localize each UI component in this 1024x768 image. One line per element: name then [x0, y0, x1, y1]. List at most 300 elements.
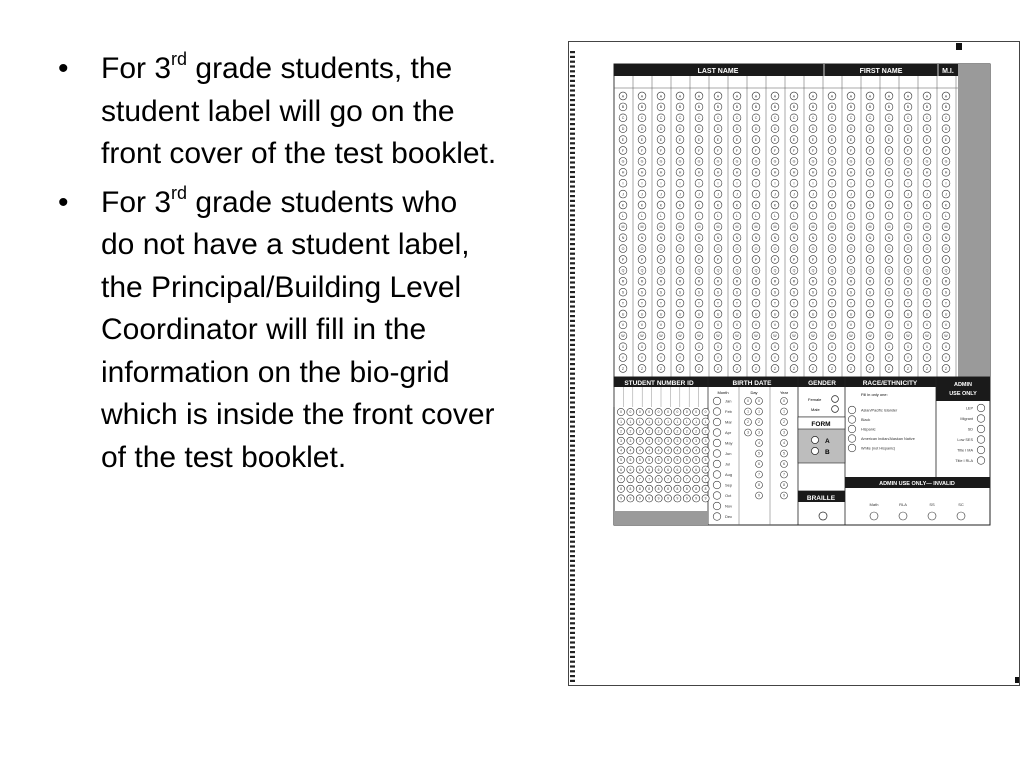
- bubble-letter: Q: [659, 268, 663, 273]
- last-name-header: LAST NAME: [697, 68, 739, 75]
- binding-mark: [570, 641, 575, 643]
- bubble-letter: G: [697, 159, 701, 164]
- bubble-letter: U: [640, 312, 644, 317]
- bubble-letter: Y: [640, 355, 644, 360]
- bubble-letter: F: [659, 148, 663, 153]
- bubble-letter: P: [621, 257, 625, 262]
- race-ethnicity-header: RACE/ETHNICITY: [862, 380, 918, 387]
- bubble-letter: 3: [758, 430, 760, 435]
- bubble-letter: 6: [758, 462, 760, 467]
- bullet-1-text-start: For 3: [101, 52, 172, 85]
- bubble-letter: 0: [747, 399, 749, 404]
- month-label: Apr: [725, 430, 732, 435]
- bubble-letter: K: [887, 203, 891, 208]
- first-name-header: FIRST NAME: [859, 68, 903, 75]
- binding-mark: [570, 521, 575, 523]
- binding-mark: [570, 555, 575, 557]
- bubble-letter: K: [944, 203, 948, 208]
- bubble-letter: W: [830, 334, 834, 339]
- bubble-letter: 8: [685, 486, 688, 491]
- bubble-letter: Q: [678, 268, 682, 273]
- bubble-letter: R: [735, 279, 739, 284]
- bubble-letter: X: [754, 344, 758, 349]
- bubble-letter: B: [659, 105, 663, 110]
- bubble-letter: V: [621, 323, 625, 328]
- bubble-letter: X: [887, 344, 891, 349]
- bubble-letter: 4: [783, 441, 785, 446]
- bubble-letter: Z: [868, 366, 872, 371]
- admin-bubble: [977, 425, 985, 433]
- binding-mark: [570, 473, 575, 475]
- bubble-letter: Q: [716, 268, 720, 273]
- bubble-letter: F: [697, 148, 701, 153]
- bubble-letter: D: [849, 126, 853, 131]
- bubble-letter: O: [792, 246, 796, 251]
- bubble-letter: 9: [695, 496, 698, 501]
- braille-bubble: [819, 512, 827, 520]
- bubble-letter: 8: [657, 486, 660, 491]
- binding-mark: [570, 281, 575, 283]
- bubble-letter: X: [640, 344, 644, 349]
- bubble-letter: T: [944, 301, 948, 306]
- bubble-letter: E: [716, 137, 720, 142]
- bubble-letter: E: [678, 137, 682, 142]
- month-bubble: [713, 439, 721, 447]
- race-option-label: American Indian/Alaskan Native: [861, 437, 915, 441]
- bubble-letter: S: [811, 290, 815, 295]
- month-bubble: [713, 481, 721, 489]
- bubble-letter: G: [849, 159, 853, 164]
- bubble-letter: H: [621, 170, 625, 175]
- bubble-letter: 9: [629, 496, 632, 501]
- bubble-letter: I: [926, 181, 928, 186]
- bubble-letter: Q: [944, 268, 948, 273]
- bubble-letter: O: [830, 246, 834, 251]
- bubble-letter: V: [640, 323, 644, 328]
- bubble-letter: S: [925, 290, 929, 295]
- bubble-letter: H: [925, 170, 929, 175]
- bubble-letter: X: [925, 344, 929, 349]
- bubble-letter: I: [736, 181, 738, 186]
- bubble-letter: Z: [678, 366, 682, 371]
- bubble-letter: 2: [747, 420, 749, 425]
- bubble-letter: 4: [657, 448, 660, 453]
- month-bubble: [713, 418, 721, 426]
- bubble-letter: B: [697, 105, 701, 110]
- bubble-letter: 6: [620, 467, 622, 472]
- bubble-letter: F: [944, 148, 948, 153]
- bubble-letter: E: [735, 137, 739, 142]
- bubble-letter: K: [640, 203, 644, 208]
- binding-mark: [570, 161, 575, 163]
- bubble-letter: R: [678, 279, 682, 284]
- bubble-letter: O: [754, 246, 758, 251]
- bubble-letter: 9: [657, 496, 660, 501]
- bubble-letter: 2: [704, 429, 707, 434]
- bubble-letter: 6: [629, 467, 632, 472]
- bubble-letter: 9: [676, 496, 679, 501]
- bubble-letter: N: [659, 235, 663, 240]
- bubble-letter: Q: [811, 268, 815, 273]
- bubble-letter: V: [659, 323, 663, 328]
- bubble-letter: N: [754, 235, 758, 240]
- binding-mark: [570, 229, 575, 231]
- bubble-letter: W: [792, 334, 796, 339]
- bubble-letter: 5: [648, 458, 651, 463]
- bubble-letter: Z: [716, 366, 720, 371]
- bubble-letter: L: [831, 214, 833, 219]
- binding-mark: [570, 195, 575, 197]
- student-number-header: STUDENT NUMBER ID: [624, 380, 694, 387]
- bubble-letter: Y: [906, 355, 910, 360]
- bubble-letter: X: [716, 344, 720, 349]
- bubble-letter: W: [849, 334, 853, 339]
- bubble-letter: Y: [792, 355, 796, 360]
- form-option-a: A: [825, 438, 830, 445]
- bullet-1-ordinal-suffix: rd: [171, 49, 188, 69]
- timing-mark-corner: [1015, 677, 1019, 683]
- bubble-letter: G: [811, 159, 815, 164]
- bubble-letter: A: [678, 94, 682, 99]
- binding-mark: [570, 574, 575, 576]
- bubble-letter: G: [754, 159, 758, 164]
- bubble-letter: H: [906, 170, 910, 175]
- binding-mark: [570, 430, 575, 432]
- bubble-letter: Y: [868, 355, 872, 360]
- bubble-letter: 1: [676, 419, 679, 424]
- month-bubble: [713, 502, 721, 510]
- binding-mark: [570, 61, 575, 63]
- bubble-letter: X: [773, 344, 777, 349]
- bubble-letter: B: [735, 105, 739, 110]
- bubble-letter: 1: [704, 419, 707, 424]
- bubble-letter: G: [830, 159, 834, 164]
- bubble-letter: M: [678, 225, 682, 230]
- bubble-letter: H: [678, 170, 682, 175]
- bubble-letter: D: [716, 126, 720, 131]
- name-header-bar: [614, 64, 958, 76]
- binding-mark: [570, 449, 575, 451]
- bubble-letter: J: [698, 192, 700, 197]
- bubble-letter: Y: [735, 355, 739, 360]
- bubble-letter: C: [830, 116, 834, 121]
- bubble-letter: Q: [792, 268, 796, 273]
- month-label: Aug: [725, 472, 733, 477]
- binding-mark: [570, 497, 575, 499]
- bubble-letter: D: [792, 126, 796, 131]
- bullet-1-text-rest: grade students, the student label will go on the front cover of the test booklet.: [101, 52, 497, 170]
- bubble-letter: 7: [657, 477, 660, 482]
- bubble-letter: 7: [783, 472, 785, 477]
- admin-option-label: Title I MA: [957, 448, 973, 453]
- bubble-letter: T: [887, 301, 891, 306]
- race-option-label: Asian/Pacific Islander: [861, 408, 898, 413]
- bubble-letter: M: [754, 225, 758, 230]
- bubble-letter: X: [868, 344, 872, 349]
- bubble-letter: I: [907, 181, 909, 186]
- bubble-letter: A: [792, 94, 796, 99]
- bubble-letter: D: [773, 126, 777, 131]
- bubble-letter: Y: [849, 355, 853, 360]
- bubble-letter: I: [888, 181, 890, 186]
- month-bubble: [713, 408, 721, 416]
- bubble-letter: U: [868, 312, 872, 317]
- bubble-letter: V: [716, 323, 720, 328]
- bubble-letter: X: [906, 344, 910, 349]
- bubble-letter: 5: [685, 458, 688, 463]
- bubble-letter: P: [773, 257, 777, 262]
- bubble-letter: 6: [667, 467, 669, 472]
- bubble-letter: 2: [758, 420, 760, 425]
- bubble-letter: 0: [657, 410, 660, 415]
- race-instruction: Fill in only one:: [861, 392, 888, 397]
- binding-mark: [570, 200, 575, 202]
- bubble-letter: 9: [620, 496, 622, 501]
- bubble-letter: E: [754, 137, 758, 142]
- bubble-letter: L: [660, 214, 662, 219]
- bubble-letter: L: [698, 214, 700, 219]
- bubble-letter: M: [868, 225, 872, 230]
- bubble-letter: L: [850, 214, 852, 219]
- month-bubble: [713, 471, 721, 479]
- binding-mark: [570, 344, 575, 346]
- bubble-letter: Y: [944, 355, 948, 360]
- bubble-letter: D: [887, 126, 891, 131]
- bubble-letter: T: [621, 301, 625, 306]
- binding-mark: [570, 517, 575, 519]
- binding-mark: [570, 411, 575, 413]
- bubble-letter: C: [887, 116, 891, 121]
- bubble-letter: B: [868, 105, 872, 110]
- bubble-letter: B: [811, 105, 815, 110]
- race-bubble: [848, 416, 856, 424]
- bubble-letter: 2: [657, 429, 660, 434]
- bubble-letter: I: [869, 181, 871, 186]
- bubble-letter: 4: [638, 448, 641, 453]
- bubble-letter: 0: [629, 410, 632, 415]
- bubble-letter: U: [830, 312, 834, 317]
- bubble-letter: C: [678, 116, 682, 121]
- race-bubble: [848, 435, 856, 443]
- bubble-letter: J: [736, 192, 738, 197]
- bubble-letter: W: [868, 334, 872, 339]
- bubble-letter: 4: [648, 448, 651, 453]
- bubble-letter: K: [906, 203, 910, 208]
- bubble-letter: K: [621, 203, 625, 208]
- binding-mark: [570, 109, 575, 111]
- month-bubble: [713, 513, 721, 521]
- bubble-letter: Y: [887, 355, 891, 360]
- binding-mark: [570, 425, 575, 427]
- bubble-letter: N: [716, 235, 720, 240]
- bubble-letter: Z: [640, 366, 644, 371]
- gender-female-label: Female: [808, 397, 822, 402]
- bubble-letter: U: [735, 312, 739, 317]
- bubble-letter: L: [717, 214, 719, 219]
- bubble-letter: M: [944, 225, 948, 230]
- bubble-letter: Y: [659, 355, 663, 360]
- admin-option-label: Migrant: [960, 417, 973, 421]
- bubble-letter: S: [621, 290, 625, 295]
- bubble-letter: R: [697, 279, 701, 284]
- bubble-letter: L: [888, 214, 890, 219]
- binding-mark: [570, 142, 575, 144]
- bubble-letter: Y: [697, 355, 701, 360]
- bubble-letter: 7: [629, 477, 632, 482]
- bubble-letter: 7: [648, 477, 651, 482]
- bubble-letter: 0: [758, 399, 760, 404]
- bubble-letter: 9: [685, 496, 688, 501]
- form-header: FORM: [811, 421, 831, 428]
- binding-mark: [570, 118, 575, 120]
- binding-mark: [570, 305, 575, 307]
- bubble-letter: Y: [830, 355, 834, 360]
- bubble-letter: V: [925, 323, 929, 328]
- bubble-letter: Z: [621, 366, 625, 371]
- bullet-marker: •: [58, 52, 69, 85]
- bubble-letter: A: [735, 94, 739, 99]
- bubble-letter: 5: [638, 458, 641, 463]
- invalid-subject-label: RLA: [899, 502, 907, 507]
- bubble-letter: P: [659, 257, 663, 262]
- bubble-letter: P: [678, 257, 682, 262]
- bubble-letter: 7: [620, 477, 622, 482]
- bubble-letter: H: [716, 170, 720, 175]
- bubble-letter: M: [735, 225, 739, 230]
- binding-mark: [570, 80, 575, 82]
- bubble-letter: C: [925, 116, 929, 121]
- bubble-letter: Z: [906, 366, 910, 371]
- bubble-letter: 3: [685, 438, 688, 443]
- bubble-letter: J: [850, 192, 852, 197]
- bubble-letter: 5: [676, 458, 679, 463]
- bubble-letter: Y: [678, 355, 682, 360]
- bubble-letter: R: [773, 279, 777, 284]
- binding-mark: [570, 589, 575, 591]
- bubble-letter: G: [906, 159, 910, 164]
- bubble-letter: 0: [638, 410, 641, 415]
- bubble-letter: U: [678, 312, 682, 317]
- invalid-subject-label: SS: [929, 502, 935, 507]
- bubble-letter: B: [849, 105, 853, 110]
- bubble-letter: H: [830, 170, 834, 175]
- bubble-letter: A: [659, 94, 663, 99]
- bubble-letter: Q: [849, 268, 853, 273]
- bubble-letter: 3: [629, 438, 632, 443]
- binding-mark: [570, 507, 575, 509]
- bubble-letter: W: [811, 334, 815, 339]
- bubble-letter: 3: [695, 438, 698, 443]
- binding-mark: [570, 113, 575, 115]
- bubble-letter: G: [640, 159, 644, 164]
- binding-mark: [570, 85, 575, 87]
- binding-mark: [570, 358, 575, 360]
- bubble-letter: N: [735, 235, 739, 240]
- admin-use-header-line1: ADMIN: [953, 382, 973, 388]
- bubble-letter: U: [621, 312, 625, 317]
- bubble-letter: N: [773, 235, 777, 240]
- binding-mark: [570, 579, 575, 581]
- bubble-letter: T: [735, 301, 739, 306]
- binding-mark: [570, 363, 575, 365]
- bubble-letter: U: [659, 312, 663, 317]
- bubble-letter: A: [887, 94, 891, 99]
- bubble-letter: U: [849, 312, 853, 317]
- bullet-item-1: [58, 48, 498, 176]
- bubble-letter: A: [849, 94, 853, 99]
- bubble-letter: E: [792, 137, 796, 142]
- bubble-letter: A: [621, 94, 625, 99]
- bubble-letter: W: [773, 334, 777, 339]
- bubble-letter: S: [944, 290, 948, 295]
- bubble-letter: V: [697, 323, 701, 328]
- binding-mark: [570, 397, 575, 399]
- bubble-letter: 6: [676, 467, 679, 472]
- month-label: Jan: [725, 398, 732, 404]
- bubble-letter: U: [792, 312, 796, 317]
- bubble-letter: 9: [648, 496, 651, 501]
- bubble-letter: H: [735, 170, 739, 175]
- bubble-letter: T: [830, 301, 834, 306]
- bubble-letter: V: [830, 323, 834, 328]
- bubble-letter: T: [792, 301, 796, 306]
- bubble-letter: H: [887, 170, 891, 175]
- bubble-letter: 9: [758, 493, 760, 498]
- bubble-letter: D: [925, 126, 929, 131]
- bubble-letter: 8: [704, 486, 707, 491]
- timing-mark: [956, 43, 962, 50]
- binding-mark: [570, 65, 575, 67]
- binding-mark: [570, 670, 575, 672]
- bubble-letter: L: [641, 214, 643, 219]
- month-label: Feb: [725, 409, 732, 414]
- bubble-letter: 0: [620, 410, 622, 415]
- bubble-letter: P: [830, 257, 834, 262]
- bubble-letter: L: [945, 214, 947, 219]
- bubble-letter: P: [640, 257, 644, 262]
- bubble-letter: K: [849, 203, 853, 208]
- bubble-letter: 4: [685, 448, 688, 453]
- bubble-letter: Z: [697, 366, 701, 371]
- bubble-letter: X: [792, 344, 796, 349]
- bubble-letter: I: [698, 181, 700, 186]
- bubble-letter: X: [659, 344, 663, 349]
- bubble-letter: 5: [620, 458, 622, 463]
- bubble-letter: N: [868, 235, 872, 240]
- bubble-letter: N: [621, 235, 625, 240]
- bubble-letter: K: [792, 203, 796, 208]
- bubble-letter: T: [640, 301, 644, 306]
- binding-mark: [570, 224, 575, 226]
- bubble-letter: T: [678, 301, 682, 306]
- bubble-letter: 7: [676, 477, 679, 482]
- month-label: Nov: [725, 503, 733, 509]
- bubble-letter: T: [773, 301, 777, 306]
- bubble-letter: S: [640, 290, 644, 295]
- bubble-letter: K: [868, 203, 872, 208]
- binding-mark: [570, 541, 575, 543]
- bubble-letter: 1: [648, 419, 651, 424]
- binding-mark: [570, 205, 575, 207]
- bubble-letter: Q: [640, 268, 644, 273]
- bubble-letter: 8: [638, 486, 641, 491]
- binding-mark: [570, 440, 575, 442]
- bubble-letter: L: [774, 214, 776, 219]
- bubble-letter: D: [640, 126, 644, 131]
- bubble-letter: 4: [629, 448, 632, 453]
- bubble-letter: F: [792, 148, 796, 153]
- bubble-letter: 8: [667, 486, 669, 491]
